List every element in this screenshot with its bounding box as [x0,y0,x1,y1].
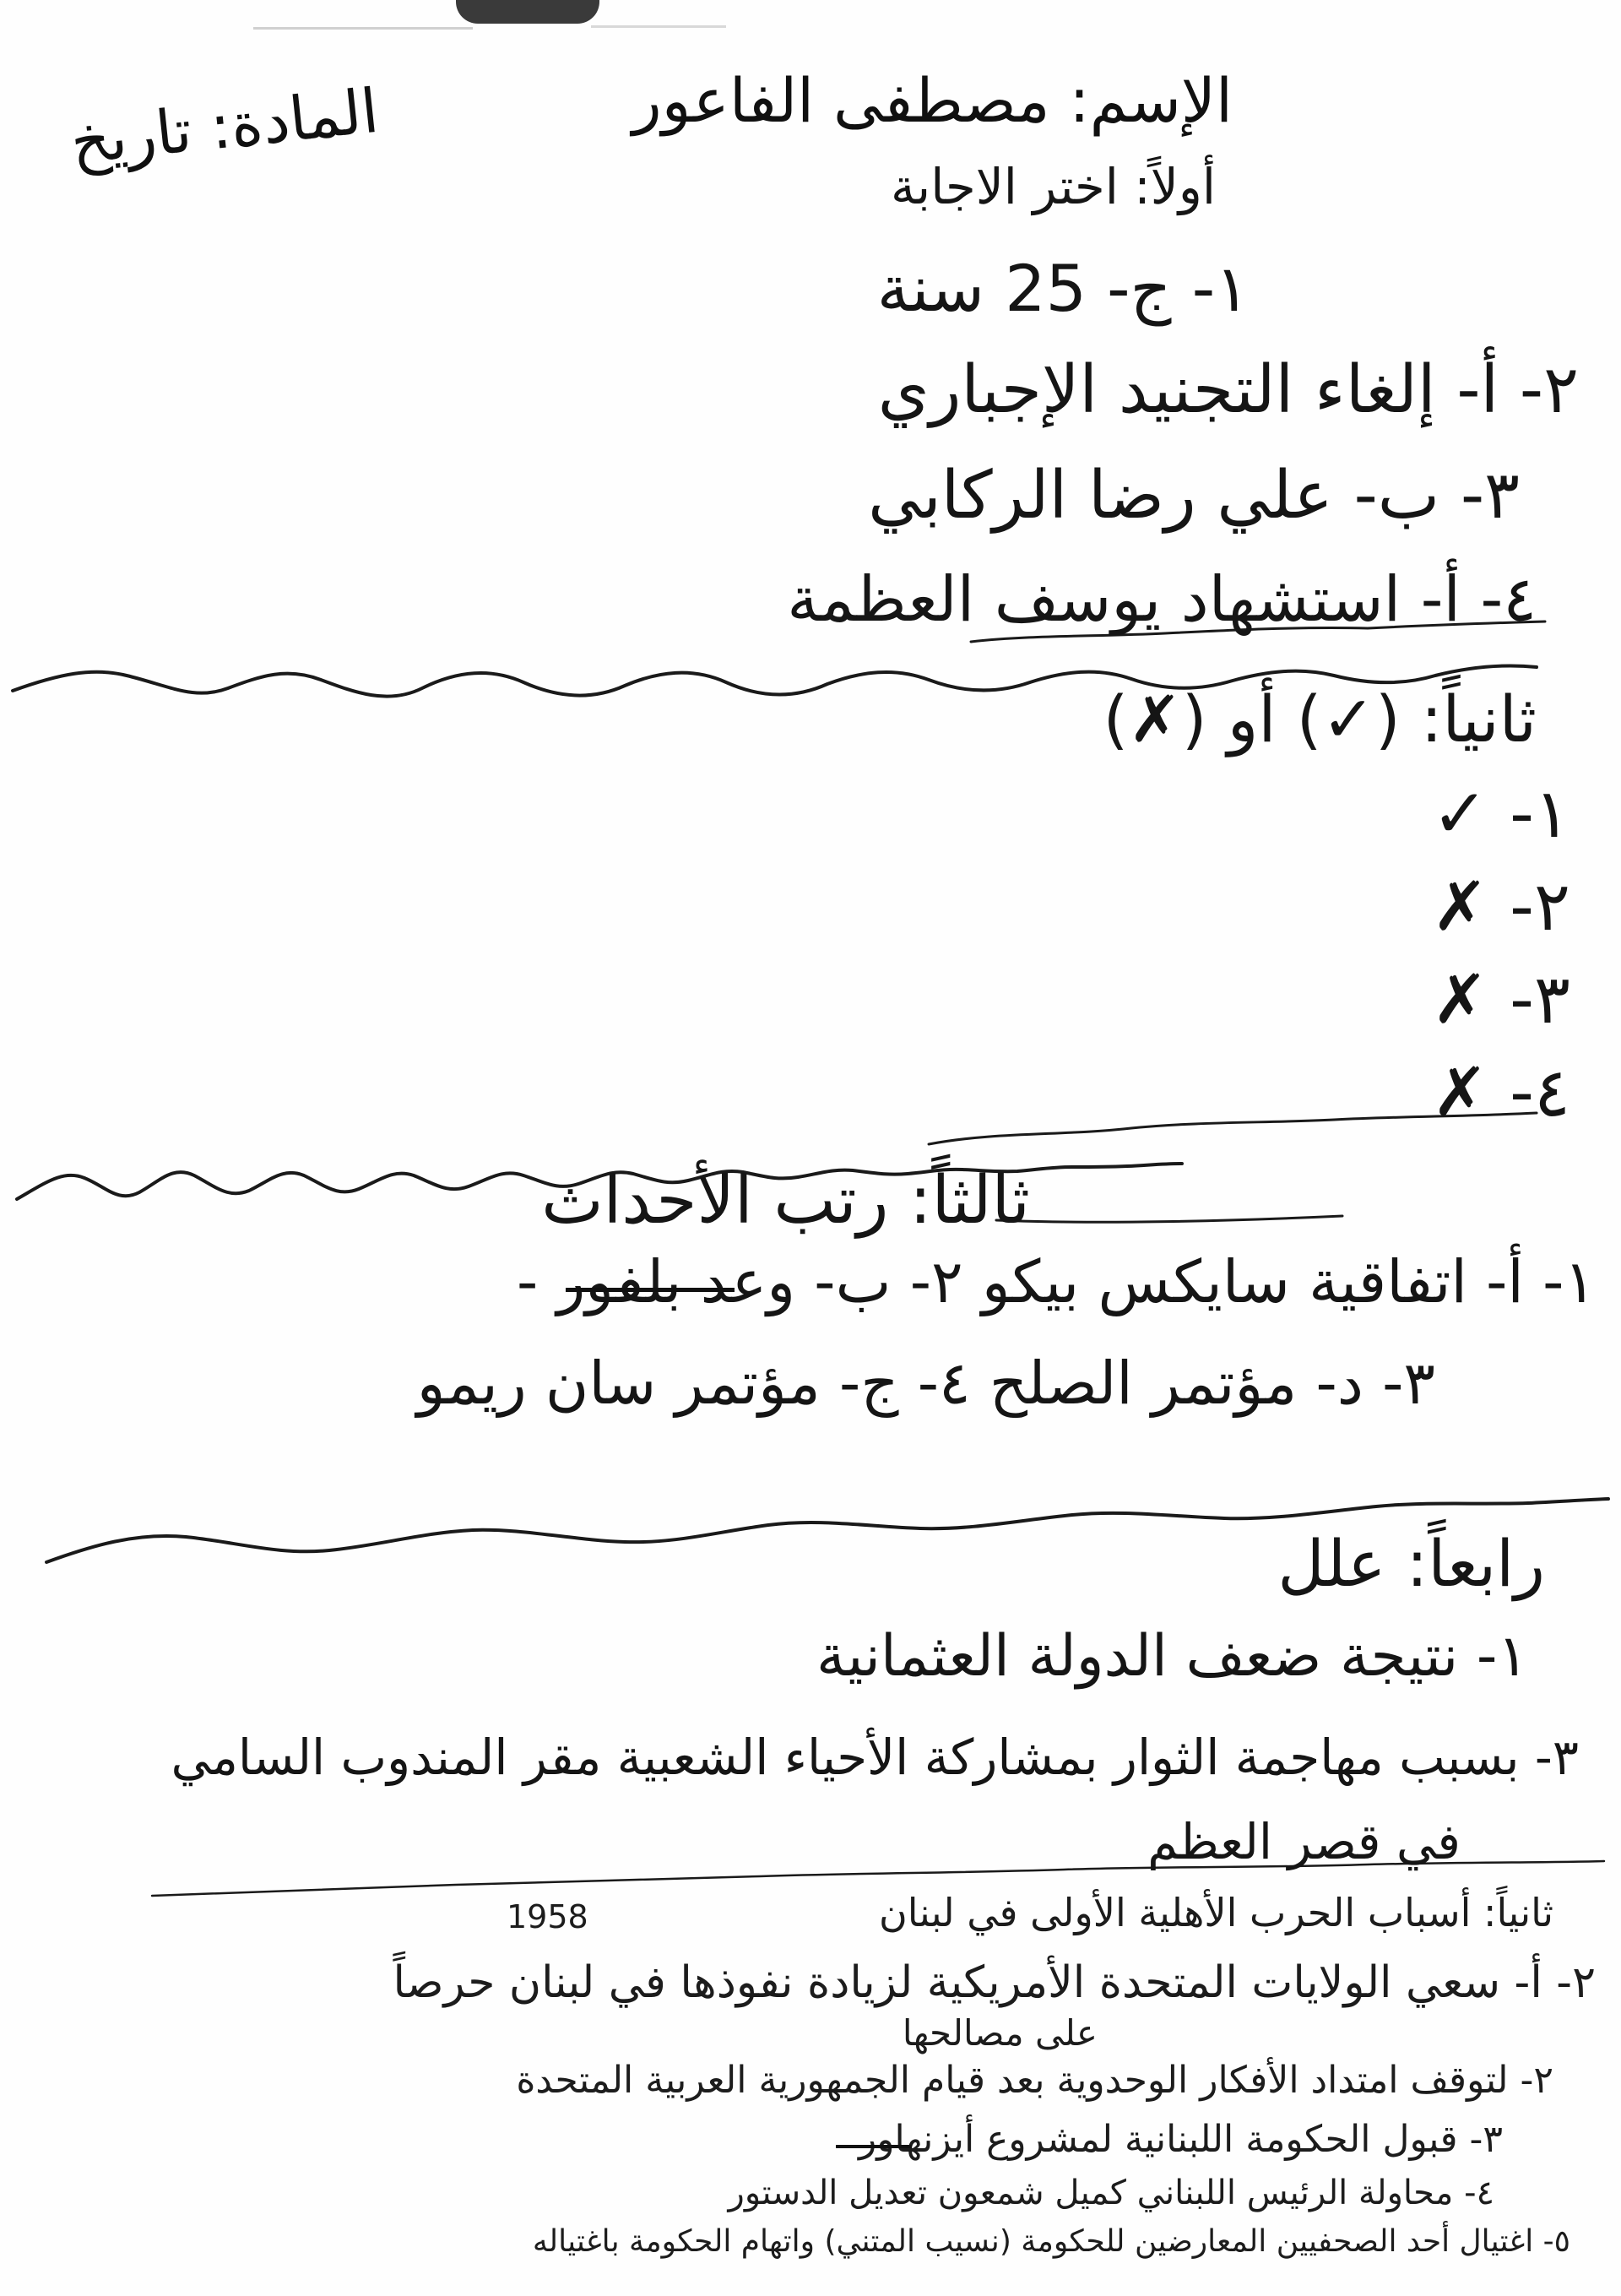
section2-answer-3: ٣- ✗ [1431,960,1570,1039]
section5-year: 1958 [507,1898,588,1935]
section4-answer-3-line-1: ٣- بسبب مهاجمة الثوار بمشاركة الأحياء الشعبية مقر المندوب السامي [171,1729,1579,1786]
section1-answer-2: ٢- أ- إلغاء التجنيد الإجباري [877,352,1579,428]
section1-answer-1: ١- ج- 25 سنة [876,251,1250,326]
section4-answer-1: ١- نتيجة ضعف الدولة العثمانية [816,1623,1528,1690]
section2-answer-1: ١- ✓ [1431,774,1570,853]
section1-title: أولاً: اختر الاجابة [890,158,1216,215]
section1-answer-3: ٣- ب- علي رضا الركابي [868,458,1520,534]
section4-answer-3-line-2: في قصر العظم [1147,1813,1461,1870]
section2-answer-2: ٢- ✗ [1431,867,1570,946]
section5-title: ثانياً: أسباب الحرب الأهلية الأولى في لبنان [879,1890,1553,1935]
section5-intro-continued: على مصالحها [902,2012,1098,2054]
section3-title: ثالثاً: رتب الأحداث [541,1163,1030,1239]
crossed-out-word [836,2145,912,2148]
section5-item-3: ٣- قبول الحكومة اللبنانية لمشروع أيزنهاور [858,2118,1503,2161]
section5-intro: ٢- أ- سعي الولايات المتحدة الأمريكية لزيادة نفوذها في لبنان حرصاً [393,1957,1596,2008]
section2-answer-4: ٤- ✗ [1431,1053,1570,1132]
section1-answer-4: ٤- أ- استشهاد يوسف العظمة [787,563,1537,636]
student-name-line: الإسم: مصطفى الفاعور [632,65,1233,136]
section5-item-5: ٥- اغتيال أحد الصحفيين المعارضين للحكومة (نسيب المتني) واتهام الحكومة باغتياله [532,2224,1570,2259]
crossed-out-word [566,1288,735,1292]
subject-line: المادة: تاريخ [67,74,382,178]
section3-line-2: ٣- د- مؤتمر الصلح ٤- ج- مؤتمر سان ريمو [416,1349,1435,1418]
section4-title: رابعاً: علل [1277,1526,1545,1601]
section5-item-4: ٤- محاولة الرئيس اللبناني كميل شمعون تعديل الدستور [728,2174,1494,2212]
section3-line-1: ١- أ- اتفاقية سايكس بيكو ٢- ب- وعد بلفور - [516,1247,1596,1316]
section2-title: ثانياً: (✓) أو (✗) [1103,681,1537,757]
section5-item-2: ٢- لتوقف امتداد الأفكار الوحدوية بعد قيام الجمهورية العربية المتحدة [516,2059,1553,2102]
